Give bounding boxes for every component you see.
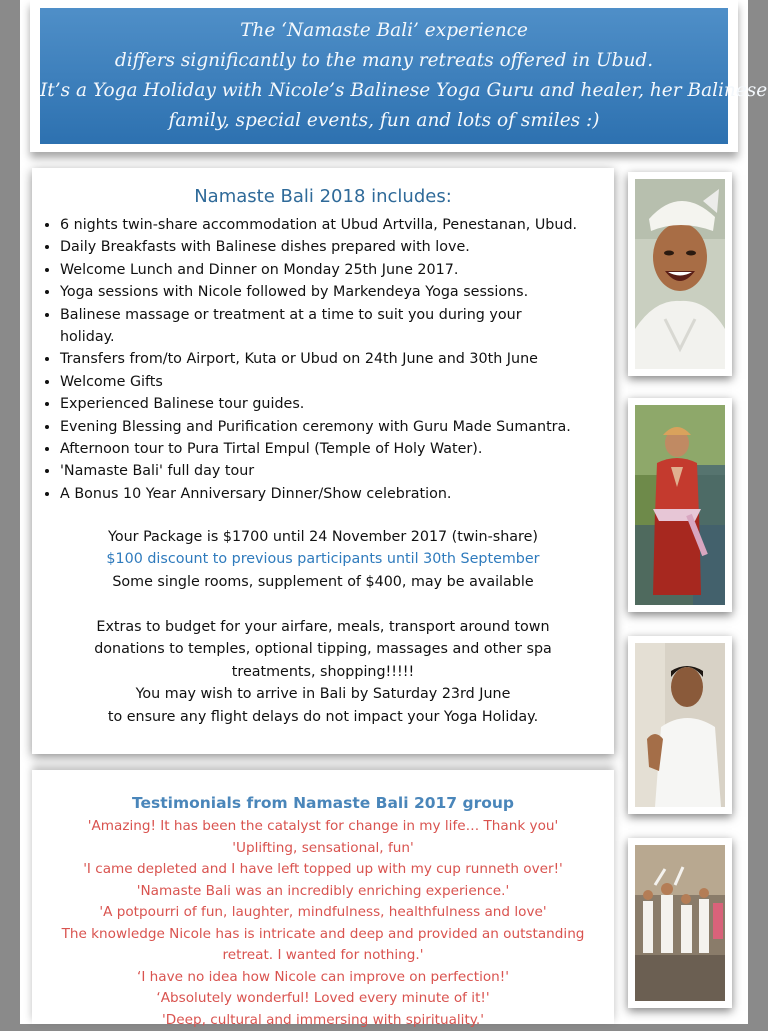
list-item: Welcome Lunch and Dinner on Monday 25th June 2017. bbox=[40, 259, 608, 281]
quote-line: retreat. I wanted for nothing.' bbox=[32, 945, 614, 967]
quote-line: 'Deep, cultural and immersing with spirituality.' bbox=[32, 1010, 614, 1031]
header-banner bbox=[40, 8, 728, 144]
list-item-text-continued: holiday. bbox=[60, 326, 608, 348]
header-banner-frame bbox=[30, 0, 738, 152]
quote-line: ‘I have no idea how Nicole can improve on perfection!' bbox=[32, 967, 614, 989]
list-item: A Bonus 10 Year Anniversary Dinner/Show celebration. bbox=[40, 483, 608, 505]
photo-card-woman bbox=[628, 398, 732, 612]
list-item: Daily Breakfasts with Balinese dishes prepared with love. bbox=[40, 236, 608, 258]
list-item: 6 nights twin-share accommodation at Ubud Artvilla, Penestanan, Ubud. bbox=[40, 214, 608, 236]
quote-line: ‘Absolutely wonderful! Loved every minute of it!' bbox=[32, 988, 614, 1010]
quote-line: The knowledge Nicole has is intricate and deep and provided an outstanding bbox=[32, 924, 614, 946]
extras-line: donations to temples, optional tipping, massages and other spa bbox=[32, 638, 614, 660]
list-item: 'Namaste Bali' full day tour bbox=[40, 460, 608, 482]
extras-line: treatments, shopping!!!!! bbox=[32, 661, 614, 683]
package-info bbox=[32, 526, 614, 593]
photo-card-group bbox=[628, 838, 732, 1008]
flyer-page bbox=[20, 0, 748, 1024]
list-item: Experienced Balinese tour guides. bbox=[40, 393, 608, 415]
extras-line: to ensure any flight delays do not impact your Yoga Holiday. bbox=[32, 706, 614, 728]
quote-line: 'Namaste Bali was an incredibly enriching experience.' bbox=[32, 881, 614, 903]
list-item-text: Balinese massage or treatment at a time to suit you during your bbox=[60, 307, 522, 323]
banner-line: family, special events, fun and lots of smiles :) bbox=[40, 106, 728, 136]
testimonials-panel bbox=[32, 770, 614, 1024]
photo-card-guru bbox=[628, 172, 732, 376]
banner-line: differs significantly to the many retreats offered in Ubud. bbox=[40, 46, 728, 76]
banner-line: The ‘Namaste Bali’ experience bbox=[40, 16, 728, 46]
includes-panel bbox=[32, 168, 614, 754]
group-yoga-image bbox=[635, 845, 725, 1001]
list-item: Evening Blessing and Purification ceremony with Guru Made Sumantra. bbox=[40, 416, 608, 438]
testimonials-title: Testimonials from Namaste Bali 2017 group bbox=[32, 794, 614, 812]
quote-line: 'Uplifting, sensational, fun' bbox=[32, 838, 614, 860]
extras-line: Extras to budget for your airfare, meals, transport around town bbox=[32, 616, 614, 638]
list-item: Afternoon tour to Pura Tirtal Empul (Temple of Holy Water). bbox=[40, 438, 608, 460]
quote-line: 'Amazing! It has been the catalyst for change in my life… Thank you' bbox=[32, 816, 614, 838]
guru-portrait-image bbox=[635, 179, 725, 369]
discount-note: $100 discount to previous participants until 30th September bbox=[32, 548, 614, 570]
package-price: Your Package is $1700 until 24 November 2017 (twin-share) bbox=[32, 526, 614, 548]
includes-title: Namaste Bali 2018 includes: bbox=[32, 186, 614, 207]
photo-group bbox=[635, 845, 725, 1001]
list-item: Transfers from/to Airport, Kuta or Ubud on 24th June and 30th June bbox=[40, 348, 608, 370]
woman-portrait-image bbox=[635, 405, 725, 605]
includes-list bbox=[40, 214, 608, 505]
list-item bbox=[40, 304, 608, 349]
photo-woman bbox=[635, 405, 725, 605]
extras-info bbox=[32, 616, 614, 728]
teacher-portrait-image bbox=[635, 643, 725, 807]
banner-line: It’s a Yoga Holiday with Nicole’s Balinese Yoga Guru and healer, her Balinese bbox=[40, 76, 728, 106]
quote-line: 'A potpourri of fun, laughter, mindfulness, healthfulness and love' bbox=[32, 902, 614, 924]
photo-guru bbox=[635, 179, 725, 369]
testimonial-quotes bbox=[32, 816, 614, 1031]
list-item: Yoga sessions with Nicole followed by Markendeya Yoga sessions. bbox=[40, 281, 608, 303]
list-item: Welcome Gifts bbox=[40, 371, 608, 393]
extras-line: You may wish to arrive in Bali by Saturday 23rd June bbox=[32, 683, 614, 705]
quote-line: 'I came depleted and I have left topped up with my cup runneth over!' bbox=[32, 859, 614, 881]
photo-teacher bbox=[635, 643, 725, 807]
photo-card-teacher bbox=[628, 636, 732, 814]
single-room-note: Some single rooms, supplement of $400, may be available bbox=[32, 571, 614, 593]
